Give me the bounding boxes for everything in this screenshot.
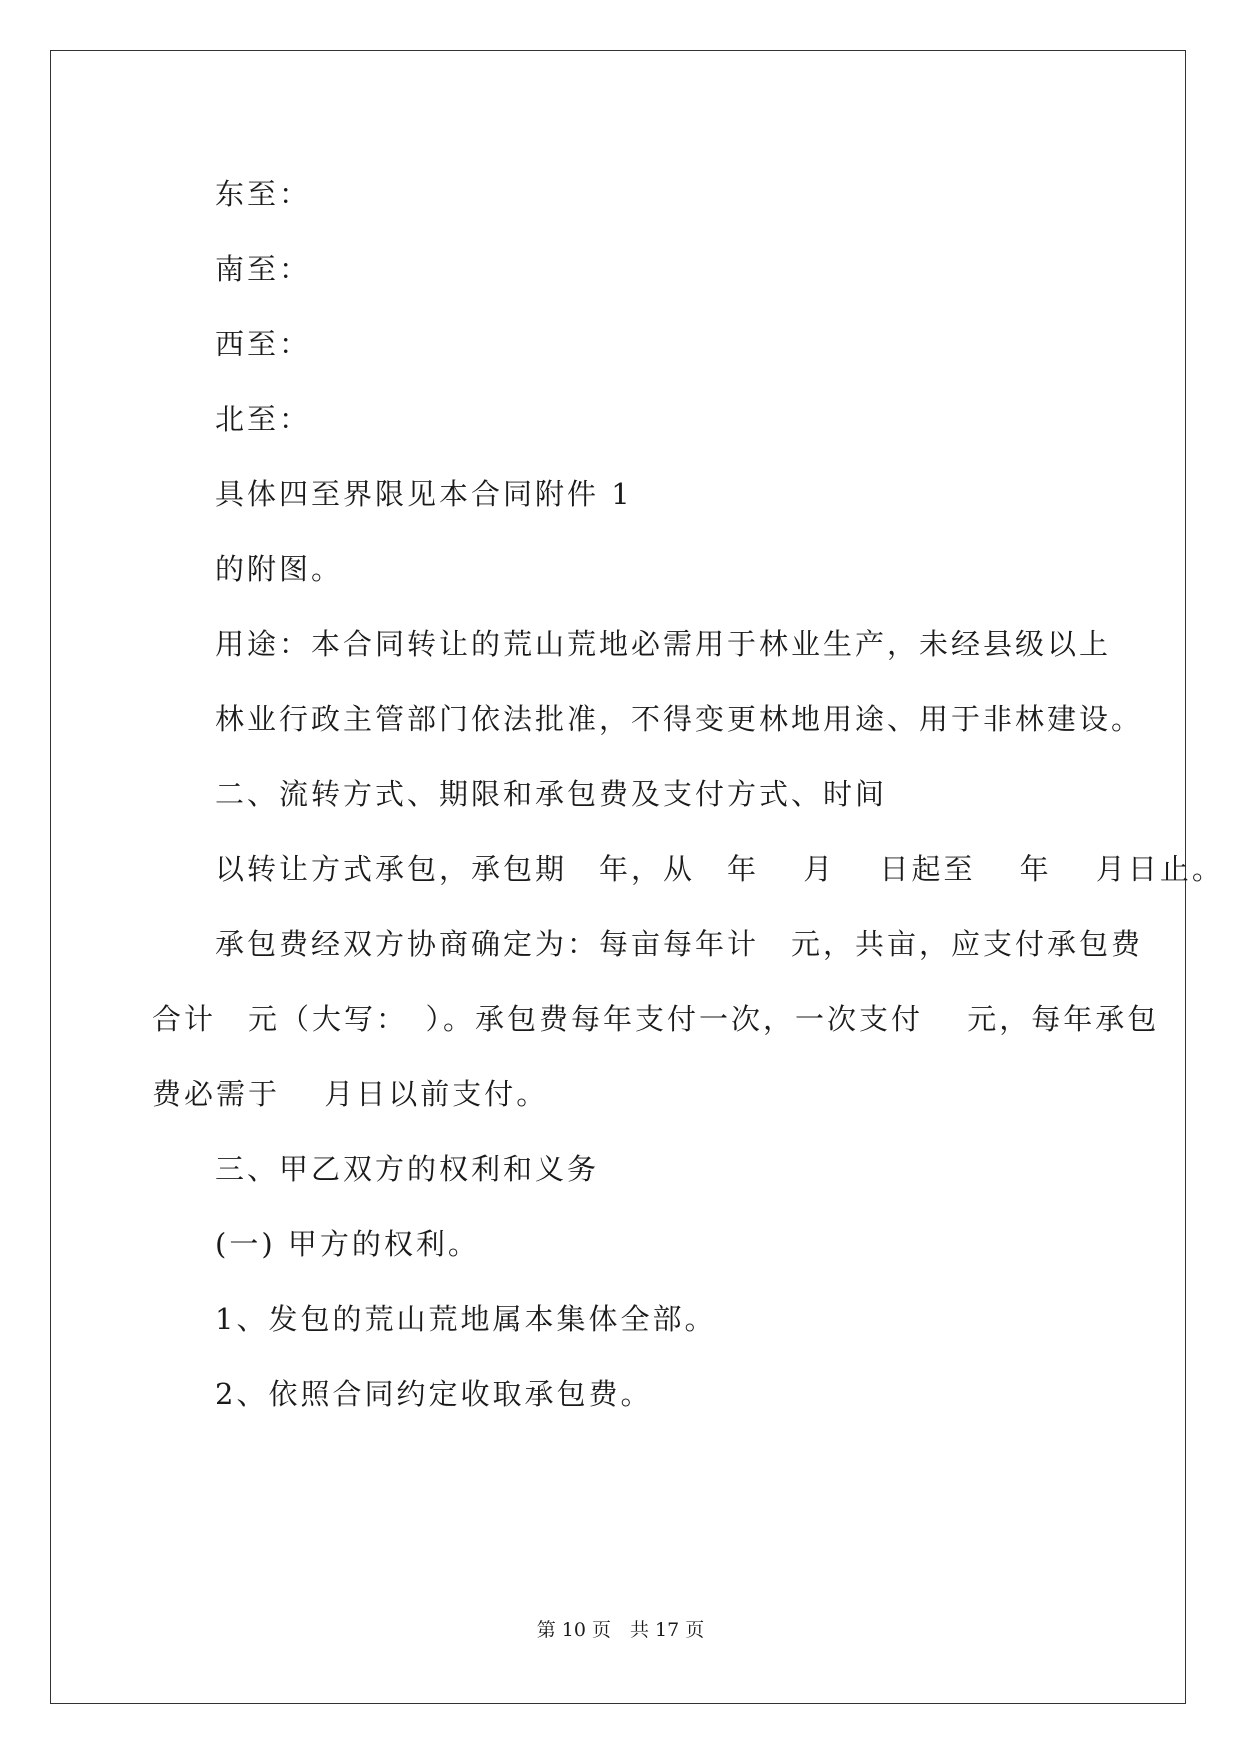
page-number-footer: 第 10 页 共 17 页 xyxy=(536,1619,705,1641)
section-two-heading: 二、流转方式、期限和承包费及支付方式、时间 xyxy=(215,777,888,811)
section-three-heading: 三、甲乙双方的权利和义务 xyxy=(215,1152,600,1186)
boundary-east: 东至： xyxy=(215,177,312,211)
party-a-right-1: 1、发包的荒山荒地属本集体全部。 xyxy=(215,1302,717,1336)
usage-paragraph-line-2: 林业行政主管部门依法批准，不得变更林地用途、用于非林建设。 xyxy=(215,702,1144,736)
fee-paragraph-line-1: 承包费经双方协商确定为：每亩每年计 元，共亩，应支付承包费 xyxy=(215,927,1144,961)
party-a-right-2: 2、依照合同约定收取承包费。 xyxy=(215,1377,653,1411)
boundary-north: 北至： xyxy=(215,402,312,436)
fee-paragraph-line-2: 合计 元（大写： ）。承包费每年支付一次，一次支付 元，每年承包 xyxy=(152,1002,1160,1036)
party-a-rights-heading: (一) 甲方的权利。 xyxy=(215,1227,480,1261)
fee-paragraph-line-3: 费必需于 月日以前支付。 xyxy=(152,1077,549,1111)
boundary-west: 西至： xyxy=(215,327,312,361)
usage-paragraph-line-1: 用途：本合同转让的荒山荒地必需用于林业生产，未经县级以上 xyxy=(215,627,1112,661)
contract-term-paragraph: 以转让方式承包，承包期 年，从 年 月 日起至 年 月日止。 xyxy=(215,852,1224,886)
boundary-note: 具体四至界限见本合同附件 1 xyxy=(215,477,633,511)
boundary-note-continued: 的附图。 xyxy=(215,552,344,586)
boundary-south: 南至： xyxy=(215,252,312,286)
